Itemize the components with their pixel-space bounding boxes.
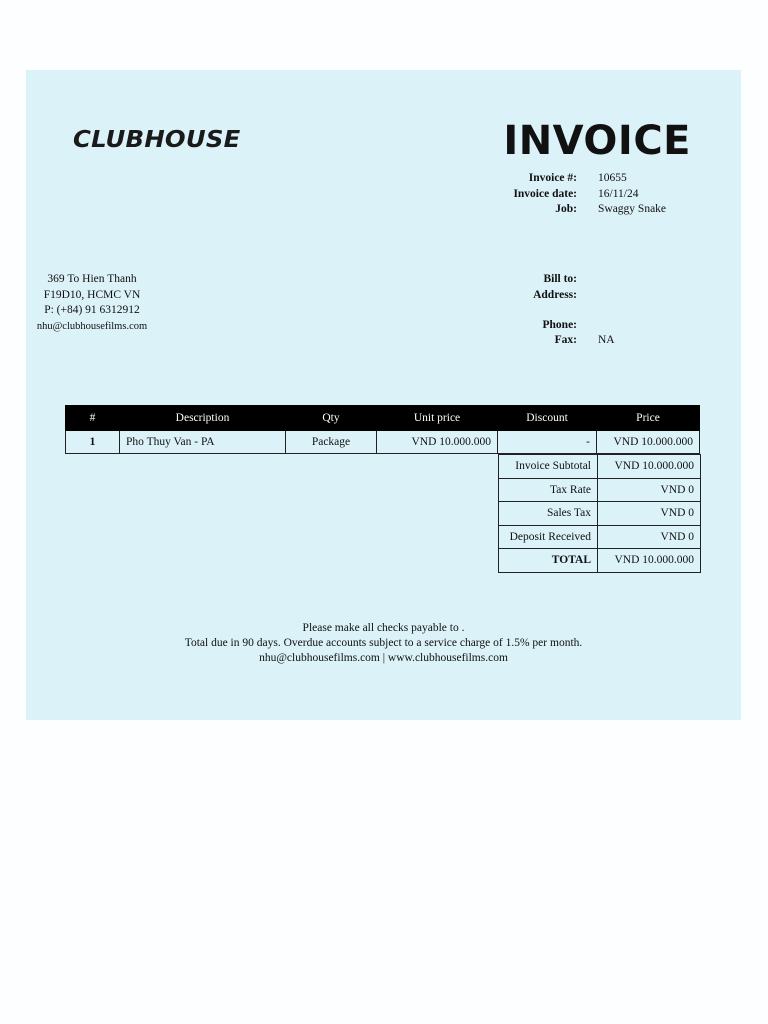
invoice-date-value: 16/11/24 [598, 187, 639, 200]
job-value: Swaggy Snake [598, 203, 667, 215]
subtotal-value: VND 10.000.000 [598, 455, 701, 479]
bill-to-label: Bill to: [543, 273, 577, 285]
sales-tax-value: VND 0 [598, 502, 701, 526]
invoice-sheet [26, 70, 741, 720]
deposit-value: VND 0 [598, 525, 701, 549]
company-email: nhu@clubhousefilms.com [36, 320, 148, 332]
tax-rate-value: VND 0 [598, 478, 701, 502]
col-header-price: Price [597, 406, 700, 431]
address-line2: F19D10, HCMC VN [43, 288, 141, 301]
subtotal-row [499, 455, 701, 479]
deposit-label: Deposit Received [499, 525, 598, 549]
fax-value: NA [598, 334, 615, 346]
col-header-discount: Discount [498, 406, 597, 431]
cell-number: 1 [66, 431, 120, 454]
job-label: Job: [555, 203, 577, 215]
footer-terms: Total due in 90 days. Overdue accounts subject to a service charge of 1.5% per month. [184, 637, 583, 649]
billing-info [26, 272, 741, 349]
subtotal-label: Invoice Subtotal [499, 455, 598, 479]
invoice-meta [26, 171, 741, 218]
cell-description: Pho Thuy Van - PA [120, 431, 286, 454]
address-label: Address: [533, 288, 577, 301]
deposit-row [499, 525, 701, 549]
fax-row [26, 333, 741, 349]
total-label: TOTAL [499, 549, 598, 573]
totals-table [498, 454, 701, 573]
address-line1: 369 To Hien Thanh [47, 273, 137, 285]
invoice-number-row [26, 171, 741, 187]
cell-qty: Package [286, 431, 377, 454]
company-logo: CLUBHOUSE [73, 127, 241, 153]
invoice-number-label: Invoice #: [528, 172, 577, 184]
company-phone: P: (+84) 91 6312912 [44, 304, 140, 316]
col-header-unit-price: Unit price [377, 406, 498, 431]
table-row [66, 431, 700, 454]
footer-payable-note: Please make all checks payable to . [302, 622, 465, 634]
table-header-row [66, 406, 700, 431]
invoice-title: INVOICE [503, 118, 691, 164]
address-row [26, 288, 741, 304]
invoice-date-label: Invoice date: [513, 187, 577, 200]
bill-to-row [26, 272, 741, 288]
fax-label: Fax: [554, 334, 577, 346]
footer-contact: nhu@clubhousefilms.com | www.clubhousefilms.com [259, 652, 508, 664]
total-row [499, 549, 701, 573]
col-header-number: # [66, 406, 120, 431]
cell-discount: - [498, 431, 597, 454]
invoice-date-row [26, 187, 741, 203]
phone-row [26, 318, 741, 334]
invoice-number-value: 10655 [598, 172, 627, 184]
col-header-description: Description [120, 406, 286, 431]
line-items-table [65, 405, 700, 454]
cell-unit-price: VND 10.000.000 [377, 431, 498, 454]
job-row [26, 202, 741, 218]
phone-label: Phone: [542, 318, 577, 331]
tax-rate-row [499, 478, 701, 502]
sales-tax-row [499, 502, 701, 526]
invoice-footer [26, 621, 741, 666]
total-value: VND 10.000.000 [598, 549, 701, 573]
sales-tax-label: Sales Tax [499, 502, 598, 526]
col-header-qty: Qty [286, 406, 377, 431]
tax-rate-label: Tax Rate [499, 478, 598, 502]
cell-price: VND 10.000.000 [597, 431, 700, 454]
